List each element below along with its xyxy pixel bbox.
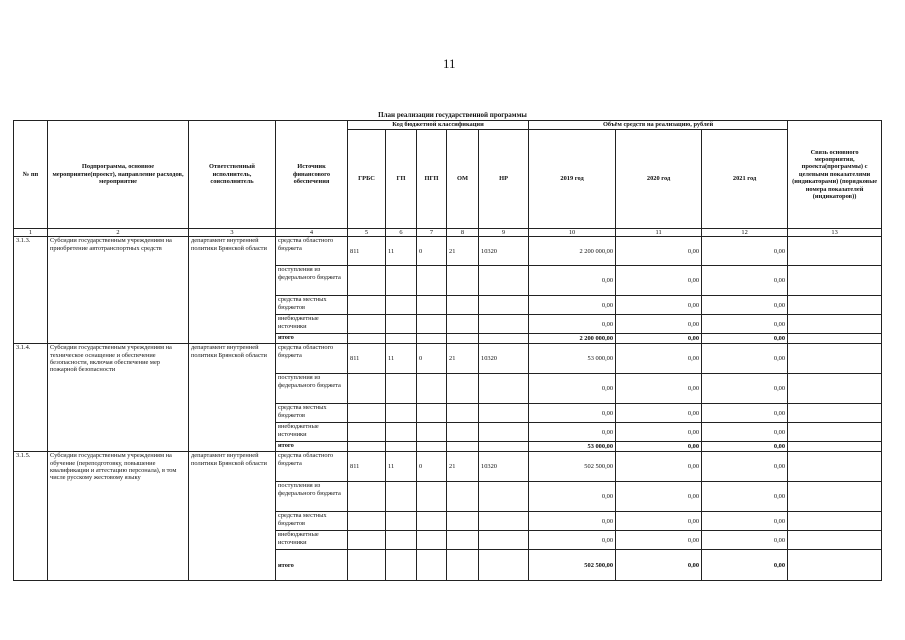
- amount-2021: 0,00: [702, 442, 788, 452]
- code-gp: [386, 374, 417, 404]
- code-grbs: [348, 512, 386, 531]
- code-gp: 11: [386, 452, 417, 482]
- code-gp: [386, 404, 417, 423]
- code-grbs: [348, 404, 386, 423]
- code-om: [447, 512, 479, 531]
- header-volume-group: Объём средств на реализацию, рублей: [529, 121, 788, 130]
- amount-2019: 2 200 000,00: [529, 334, 616, 344]
- item-number: 3.1.5.: [14, 452, 48, 581]
- column-number: 9: [479, 229, 529, 237]
- amount-2019: 0,00: [529, 482, 616, 512]
- page-number: 11: [443, 56, 456, 71]
- item-executor: департамент внутренней политики Брянской области: [189, 237, 276, 344]
- code-np: [479, 296, 529, 315]
- code-gp: [386, 550, 417, 581]
- code-np: [479, 550, 529, 581]
- amount-2019: 502 500,00: [529, 452, 616, 482]
- code-grbs: 811: [348, 237, 386, 266]
- column-number: 13: [788, 229, 882, 237]
- code-pgp: [417, 296, 447, 315]
- code-grbs: [348, 482, 386, 512]
- table-title: План реализации государственной программы: [378, 111, 527, 119]
- code-om: [447, 423, 479, 442]
- code-gp: [386, 266, 417, 296]
- column-number: 12: [702, 229, 788, 237]
- funding-source: поступления из федерального бюджета: [276, 266, 348, 296]
- funding-source: поступления из федерального бюджета: [276, 482, 348, 512]
- table-row: [14, 237, 882, 266]
- amount-2019: 0,00: [529, 512, 616, 531]
- code-pgp: [417, 442, 447, 452]
- funding-source: средства областного бюджета: [276, 237, 348, 266]
- code-om: [447, 482, 479, 512]
- column-number: 1: [14, 229, 48, 237]
- code-np: [479, 374, 529, 404]
- amount-2021: 0,00: [702, 531, 788, 550]
- code-grbs: [348, 442, 386, 452]
- code-np: [479, 531, 529, 550]
- column-number: 7: [417, 229, 447, 237]
- header-2020: 2020 год: [616, 130, 702, 229]
- indicator-link: [788, 315, 882, 334]
- indicator-link: [788, 452, 882, 482]
- code-om: [447, 442, 479, 452]
- funding-source: внебюджетные источники: [276, 531, 348, 550]
- amount-2021: 0,00: [702, 344, 788, 374]
- column-number: 3: [189, 229, 276, 237]
- column-number: 8: [447, 229, 479, 237]
- code-om: [447, 296, 479, 315]
- header-num: № пп: [14, 121, 48, 229]
- funding-source: поступления из федерального бюджета: [276, 374, 348, 404]
- column-number-row: [14, 229, 882, 237]
- funding-source: средства местных бюджетов: [276, 512, 348, 531]
- code-np: [479, 482, 529, 512]
- amount-2019: 53 000,00: [529, 344, 616, 374]
- code-grbs: 811: [348, 452, 386, 482]
- code-om: 21: [447, 237, 479, 266]
- indicator-link: [788, 404, 882, 423]
- code-grbs: [348, 374, 386, 404]
- code-pgp: [417, 482, 447, 512]
- code-np: 10320: [479, 344, 529, 374]
- item-number: 3.1.3.: [14, 237, 48, 344]
- header-np: НР: [479, 130, 529, 229]
- funding-source: итого: [276, 442, 348, 452]
- code-pgp: [417, 404, 447, 423]
- amount-2019: 2 200 000,00: [529, 237, 616, 266]
- indicator-link: [788, 482, 882, 512]
- code-gp: [386, 531, 417, 550]
- code-gp: [386, 482, 417, 512]
- code-pgp: [417, 315, 447, 334]
- amount-2020: 0,00: [616, 550, 702, 581]
- code-pgp: [417, 266, 447, 296]
- code-pgp: [417, 550, 447, 581]
- item-executor: департамент внутренней политики Брянской области: [189, 344, 276, 452]
- code-gp: [386, 296, 417, 315]
- code-np: [479, 334, 529, 344]
- amount-2020: 0,00: [616, 296, 702, 315]
- indicator-link: [788, 550, 882, 581]
- amount-2019: 0,00: [529, 315, 616, 334]
- code-np: [479, 423, 529, 442]
- item-name: Субсидии государственным учреждениям на обучение (переподготовку, повышение квалификации и аттестацию персонала), в том числе русскому жестовому языку: [48, 452, 189, 581]
- amount-2020: 0,00: [616, 442, 702, 452]
- header-pgp: ПГП: [417, 130, 447, 229]
- code-gp: 11: [386, 237, 417, 266]
- code-grbs: [348, 550, 386, 581]
- funding-source: внебюджетные источники: [276, 315, 348, 334]
- column-number: 2: [48, 229, 189, 237]
- header-budget-code-group: Код бюджетной классификации: [348, 121, 529, 130]
- code-pgp: [417, 374, 447, 404]
- header-executor: Ответственный исполнитель, соисполнитель: [189, 121, 276, 229]
- funding-source: средства областного бюджета: [276, 344, 348, 374]
- code-om: [447, 266, 479, 296]
- code-np: [479, 442, 529, 452]
- code-pgp: 0: [417, 344, 447, 374]
- code-gp: [386, 334, 417, 344]
- amount-2020: 0,00: [616, 452, 702, 482]
- code-grbs: [348, 423, 386, 442]
- table-row: [14, 344, 882, 374]
- amount-2021: 0,00: [702, 315, 788, 334]
- plan-body: [14, 237, 882, 581]
- indicator-link: [788, 266, 882, 296]
- header-om: ОМ: [447, 130, 479, 229]
- code-pgp: [417, 512, 447, 531]
- code-np: [479, 266, 529, 296]
- table-row: [14, 452, 882, 482]
- indicator-link: [788, 334, 882, 344]
- code-om: [447, 404, 479, 423]
- amount-2020: 0,00: [616, 237, 702, 266]
- code-pgp: [417, 334, 447, 344]
- amount-2020: 0,00: [616, 423, 702, 442]
- indicator-link: [788, 423, 882, 442]
- code-om: [447, 374, 479, 404]
- amount-2019: 0,00: [529, 404, 616, 423]
- funding-source: средства местных бюджетов: [276, 404, 348, 423]
- funding-source: итого: [276, 334, 348, 344]
- funding-source: средства местных бюджетов: [276, 296, 348, 315]
- plan-table: [13, 120, 882, 581]
- column-number: 5: [348, 229, 386, 237]
- amount-2019: 502 500,00: [529, 550, 616, 581]
- item-name: Субсидии государственным учреждениям на приобретение автотранспортных средств: [48, 237, 189, 344]
- code-grbs: 811: [348, 344, 386, 374]
- amount-2020: 0,00: [616, 334, 702, 344]
- amount-2020: 0,00: [616, 344, 702, 374]
- funding-source: итого: [276, 550, 348, 581]
- code-grbs: [348, 266, 386, 296]
- header-grbs: ГРБС: [348, 130, 386, 229]
- amount-2019: 53 000,00: [529, 442, 616, 452]
- funding-source: внебюджетные источники: [276, 423, 348, 442]
- code-pgp: 0: [417, 452, 447, 482]
- header-subprogram: Подпрограмма, основное мероприятие(проект), направление расходов, мероприятие: [48, 121, 189, 229]
- code-om: [447, 315, 479, 334]
- header-link: Связь основного мероприятия, проекта(программы) с целевыми показателями (индикаторами) (порядковые номера показателей (индикаторов)): [788, 121, 882, 229]
- amount-2019: 0,00: [529, 296, 616, 315]
- code-gp: 11: [386, 344, 417, 374]
- code-np: 10320: [479, 452, 529, 482]
- amount-2021: 0,00: [702, 452, 788, 482]
- indicator-link: [788, 531, 882, 550]
- header-gp: ГП: [386, 130, 417, 229]
- code-grbs: [348, 315, 386, 334]
- funding-source: средства областного бюджета: [276, 452, 348, 482]
- amount-2019: 0,00: [529, 266, 616, 296]
- amount-2019: 0,00: [529, 374, 616, 404]
- code-pgp: [417, 423, 447, 442]
- indicator-link: [788, 296, 882, 315]
- code-om: [447, 334, 479, 344]
- amount-2021: 0,00: [702, 423, 788, 442]
- amount-2021: 0,00: [702, 512, 788, 531]
- header-source: Источник финансового обеспечения: [276, 121, 348, 229]
- code-grbs: [348, 531, 386, 550]
- amount-2021: 0,00: [702, 550, 788, 581]
- code-gp: [386, 315, 417, 334]
- amount-2020: 0,00: [616, 374, 702, 404]
- amount-2020: 0,00: [616, 531, 702, 550]
- amount-2021: 0,00: [702, 482, 788, 512]
- amount-2021: 0,00: [702, 374, 788, 404]
- amount-2019: 0,00: [529, 423, 616, 442]
- amount-2020: 0,00: [616, 482, 702, 512]
- column-number: 6: [386, 229, 417, 237]
- item-name: Субсидии государственным учреждениям на техническое оснащение и обеспечение безопасности, включая обеспечение мер пожарной безопасности: [48, 344, 189, 452]
- amount-2021: 0,00: [702, 404, 788, 423]
- amount-2021: 0,00: [702, 237, 788, 266]
- amount-2019: 0,00: [529, 531, 616, 550]
- code-om: [447, 531, 479, 550]
- item-number: 3.1.4.: [14, 344, 48, 452]
- amount-2020: 0,00: [616, 404, 702, 423]
- indicator-link: [788, 237, 882, 266]
- column-number: 10: [529, 229, 616, 237]
- amount-2020: 0,00: [616, 512, 702, 531]
- amount-2020: 0,00: [616, 315, 702, 334]
- code-gp: [386, 423, 417, 442]
- amount-2021: 0,00: [702, 266, 788, 296]
- code-gp: [386, 442, 417, 452]
- code-pgp: [417, 531, 447, 550]
- amount-2021: 0,00: [702, 334, 788, 344]
- code-np: [479, 404, 529, 423]
- code-np: [479, 512, 529, 531]
- code-grbs: [348, 296, 386, 315]
- code-gp: [386, 512, 417, 531]
- header-2021: 2021 год: [702, 130, 788, 229]
- code-np: 10320: [479, 237, 529, 266]
- header-2019: 2019 год: [529, 130, 616, 229]
- code-om: 21: [447, 452, 479, 482]
- column-number: 4: [276, 229, 348, 237]
- item-executor: департамент внутренней политики Брянской области: [189, 452, 276, 581]
- indicator-link: [788, 512, 882, 531]
- indicator-link: [788, 442, 882, 452]
- code-grbs: [348, 334, 386, 344]
- code-om: [447, 550, 479, 581]
- amount-2020: 0,00: [616, 266, 702, 296]
- code-om: 21: [447, 344, 479, 374]
- indicator-link: [788, 374, 882, 404]
- column-number: 11: [616, 229, 702, 237]
- indicator-link: [788, 344, 882, 374]
- code-np: [479, 315, 529, 334]
- amount-2021: 0,00: [702, 296, 788, 315]
- code-pgp: 0: [417, 237, 447, 266]
